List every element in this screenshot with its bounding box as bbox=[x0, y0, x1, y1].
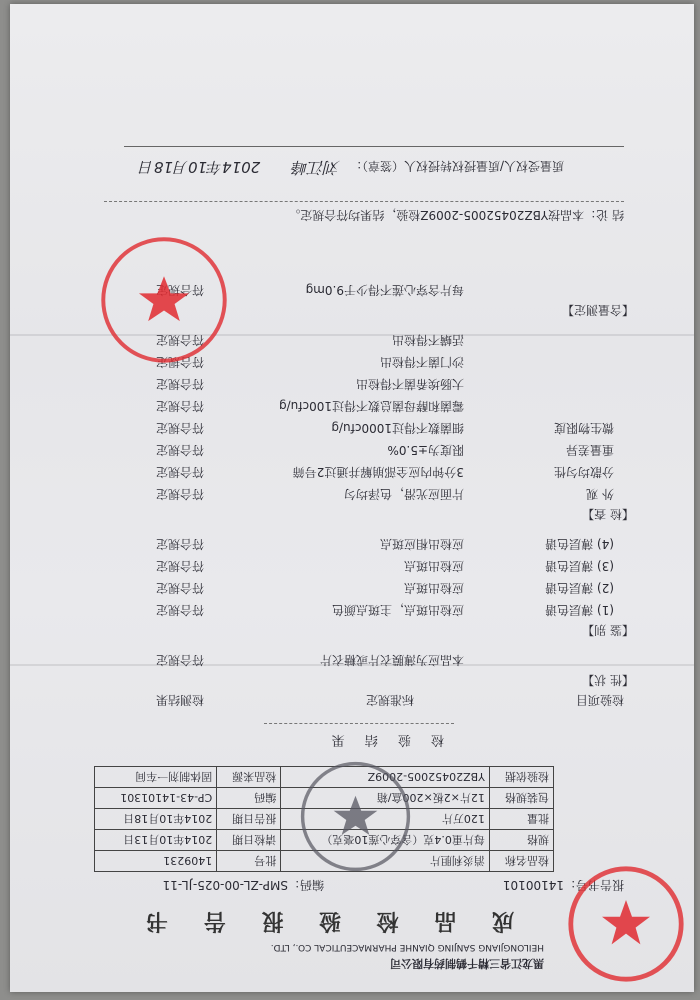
info-cell: 请检日期 bbox=[217, 830, 281, 851]
result-standard: 活螨不得检出 bbox=[391, 333, 464, 347]
conclusion-label: 结 论： bbox=[584, 208, 624, 222]
info-cell: 1409231 bbox=[95, 851, 217, 872]
result-value: 符合规定 bbox=[155, 399, 204, 413]
section-label: 【鉴 别】 bbox=[582, 623, 634, 637]
result-standard: 细菌数不得过1000cfu/g bbox=[331, 421, 464, 435]
result-standard: 霉菌和酵母菌总数不得过100cfu/g bbox=[279, 399, 464, 413]
info-cell: 批量 bbox=[489, 809, 553, 830]
result-item: 微生物限度 bbox=[553, 421, 614, 435]
result-value: 符合规定 bbox=[155, 603, 204, 617]
info-cell: 每片重0.4克（含穿心莲10毫克） bbox=[281, 830, 490, 851]
section-label: 【检 查】 bbox=[582, 507, 634, 521]
report-title: 成 品 检 验 报 告 书 bbox=[132, 908, 514, 933]
result-item: (4) 薄层色谱 bbox=[545, 537, 614, 551]
dept-seal-icon bbox=[98, 234, 230, 366]
column-result: 检测结果 bbox=[155, 693, 204, 707]
result-item: (1) 薄层色谱 bbox=[545, 603, 614, 617]
result-value: 符合规定 bbox=[155, 653, 204, 667]
info-cell: 编码 bbox=[217, 788, 281, 809]
info-cell: 2014年10月13日 bbox=[95, 830, 217, 851]
section-label: 【性 状】 bbox=[582, 673, 634, 687]
report-number-value: 14100101 bbox=[502, 878, 564, 892]
result-standard: 应检出斑点 bbox=[403, 581, 464, 595]
signature-label: 质量受权人/质量授权转授权人（签章）： bbox=[349, 159, 564, 173]
signature-date: 2014年10月18日 bbox=[138, 158, 261, 176]
qc-seal-stamp bbox=[298, 759, 413, 874]
result-item: (2) 薄层色谱 bbox=[545, 581, 614, 595]
signature-name: 刘江峰 bbox=[292, 158, 341, 177]
conclusion bbox=[288, 208, 624, 222]
result-value: 符合规定 bbox=[155, 581, 204, 595]
info-cell: 检品名称 bbox=[489, 851, 553, 872]
info-cell: CP-43-14101301 bbox=[95, 788, 217, 809]
info-cell: 消炎利胆片 bbox=[281, 851, 490, 872]
result-value: 符合规定 bbox=[155, 283, 204, 297]
result-value: 符合规定 bbox=[155, 487, 204, 501]
result-value: 符合规定 bbox=[155, 559, 204, 573]
result-standard: 限度为±5.0% bbox=[387, 443, 464, 457]
result-standard: 应检出斑点 bbox=[403, 559, 464, 573]
result-standard: 大肠埃希菌不得检出 bbox=[355, 377, 464, 391]
report-number-label: 报告书号： bbox=[563, 878, 624, 892]
qc-seal-icon bbox=[298, 759, 413, 874]
info-cell: 120万片 bbox=[281, 809, 490, 830]
result-value: 符合规定 bbox=[155, 377, 204, 391]
result-standard: 应检出斑点，主斑点颜色 bbox=[331, 603, 464, 617]
result-standard: 沙门菌不得检出 bbox=[379, 355, 464, 369]
info-cell: 检品来源 bbox=[217, 767, 281, 788]
result-item: 分散均匀性 bbox=[553, 465, 614, 479]
result-value: 符合规定 bbox=[155, 421, 204, 435]
company-seal-stamp bbox=[563, 864, 686, 984]
company-name: 黑龙江省三精千鹤制药有限公司 bbox=[390, 957, 544, 970]
signature-line bbox=[138, 158, 564, 177]
result-standard: 3分钟内应全部崩解并通过2号筛 bbox=[292, 465, 464, 479]
info-cell: 包装规格 bbox=[489, 788, 553, 809]
result-standard: 片面应光滑，色泽均匀 bbox=[343, 487, 464, 501]
result-standard: 每片含穿心莲不得少于9.0mg bbox=[305, 283, 464, 297]
info-cell: YBZ20452005-2009Z bbox=[281, 767, 490, 788]
company-name-en: HEILONGJIANG SANJING QIANHE PHARMACEUTICAL CO., LTD. bbox=[270, 942, 544, 952]
conclusion-text: 本品按YBZ20452005-2009Z检验，结果均符合规定。 bbox=[288, 208, 585, 222]
dept-seal-stamp bbox=[98, 234, 230, 366]
info-cell: 批号 bbox=[217, 851, 281, 872]
result-value: 符合规定 bbox=[155, 465, 204, 479]
result-item: (3) 薄层色谱 bbox=[545, 559, 614, 573]
form-code: 编码：SMP-ZL-00-025-JL-11 bbox=[162, 878, 324, 892]
section-label: 【含量测定】 bbox=[561, 303, 634, 317]
result-item: 重量差异 bbox=[565, 443, 614, 457]
results-title: 检 验 结 果 bbox=[323, 732, 444, 747]
info-cell: 报告日期 bbox=[217, 809, 281, 830]
result-value: 符合规定 bbox=[155, 443, 204, 457]
result-item: 外 观 bbox=[586, 487, 614, 501]
result-value: 符合规定 bbox=[155, 537, 204, 551]
result-value: 符合规定 bbox=[155, 355, 204, 369]
result-standard: 本品应为薄膜衣片或糖衣片 bbox=[319, 653, 464, 667]
info-cell: 12片×2板×200盒/箱 bbox=[281, 788, 490, 809]
result-standard: 应检出相应斑点 bbox=[379, 537, 464, 551]
info-cell: 固体制剂一车间 bbox=[95, 767, 217, 788]
column-item: 检验项目 bbox=[575, 693, 624, 707]
info-cell: 检验依据 bbox=[489, 767, 553, 788]
column-standard: 标准规定 bbox=[365, 693, 414, 707]
result-value: 符合规定 bbox=[155, 333, 204, 347]
document-sheet bbox=[10, 4, 694, 992]
info-cell: 2014年10月18日 bbox=[95, 809, 217, 830]
company-seal-icon bbox=[563, 864, 686, 984]
info-cell: 规格 bbox=[489, 830, 553, 851]
